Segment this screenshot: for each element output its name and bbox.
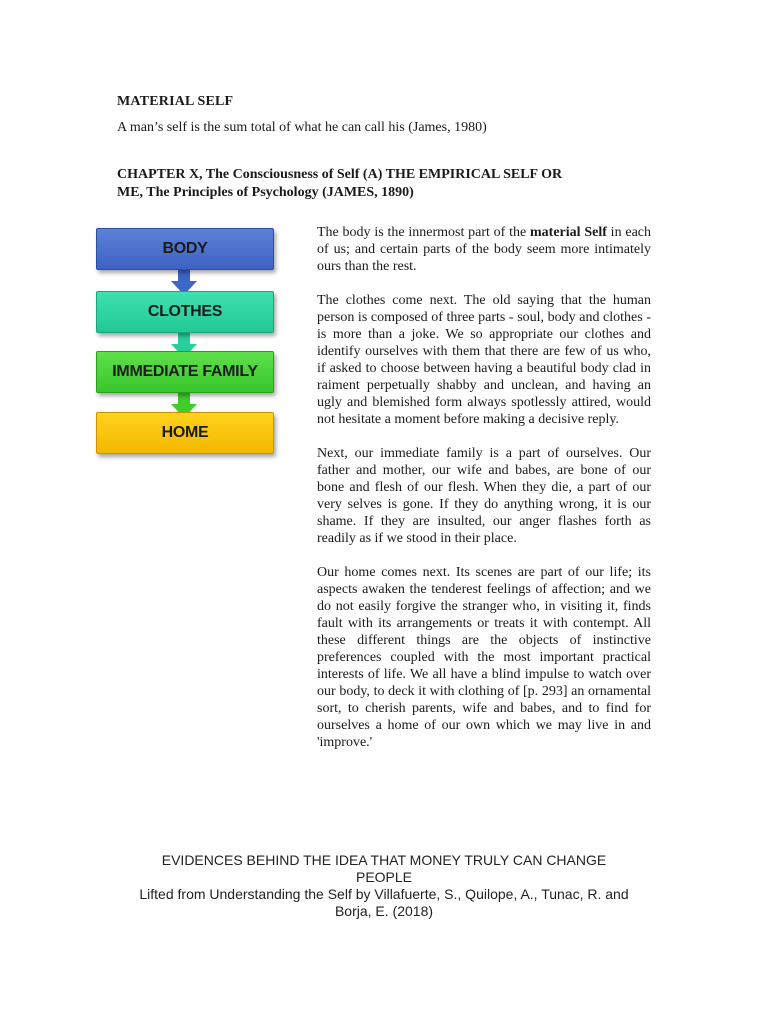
paragraph-home: Our home comes next. Its scenes are part of our life; its aspects awaken the tenderest feelings of affection; and we do not easily forgive the stranger who, in visiting it, finds fault with its arrangements or treats it with contempt. All these different things are the objects of instinctive preferences coupled with the most important practical interests of life. We all have a blind impulse to watch over our body, to deck it with clothing of [p. 293] an ornamental sort, to cherish parents, wife and babes, and to find for ourselves a home of our own which we may live in and 'improve.' [317, 565, 651, 750]
material-self-diagram [94, 226, 276, 456]
footer-source-line-2: Borja, E. (2018) [334, 903, 434, 919]
paragraph-family: Next, our immediate family is a part of ourselves. Our father and mother, our wife and babes, are bone of our bone and flesh of our flesh. When they die, a part of our very selves is gone. If they do anything wrong, it is our shame. If they are insulted, our anger flashes forth as readily as if we stood in their place. [317, 446, 651, 546]
chapter-reference [117, 166, 637, 202]
diagram-step-home: HOME [96, 412, 274, 454]
paragraph-body-start: The body is the innermost part of the [317, 225, 531, 240]
footer-title-line-2: PEOPLE [355, 869, 413, 885]
paragraph-body [317, 224, 651, 275]
section-heading: MATERIAL SELF [117, 94, 234, 109]
emphasis-material-self: material Self [530, 225, 607, 240]
footer-title-line-1: EVIDENCES BEHIND THE IDEA THAT MONEY TRULY CAN CHANGE [161, 852, 607, 868]
diagram-step-clothes: CLOTHES [96, 291, 274, 333]
paragraph-body-end: in each of us; and certain parts of the body seem more intimately ours than the rest. [317, 225, 651, 274]
chapter-line-2: ME, The Principles of Psychology (JAMES, 1890) [117, 185, 414, 200]
diagram-step-body: BODY [96, 228, 274, 270]
body-text-column [317, 224, 651, 768]
diagram-step-immediate-family: IMMEDIATE FAMILY [96, 351, 274, 393]
james-quote: A man’s self is the sum total of what he can call his (James, 1980) [117, 120, 487, 135]
paragraph-clothes: The clothes come next. The old saying that the human person is composed of three parts - soul, body and clothes - is more than a joke. We so appropriate our clothes and identify ourselves with them that there are few of us who, if asked to choose between having a beautiful body clad in raiment perpetually shabby and unclean, and having an ugly and blemished form always spotlessly attired, would not hesitate a moment before making a decisive reply. [317, 293, 651, 427]
footer-section [117, 852, 651, 920]
chapter-line-1: CHAPTER X, The Consciousness of Self (A) THE EMPIRICAL SELF OR [117, 167, 563, 182]
footer-source-line-1: Lifted from Understanding the Self by Villafuerte, S., Quilope, A., Tunac, R. and [139, 886, 629, 902]
